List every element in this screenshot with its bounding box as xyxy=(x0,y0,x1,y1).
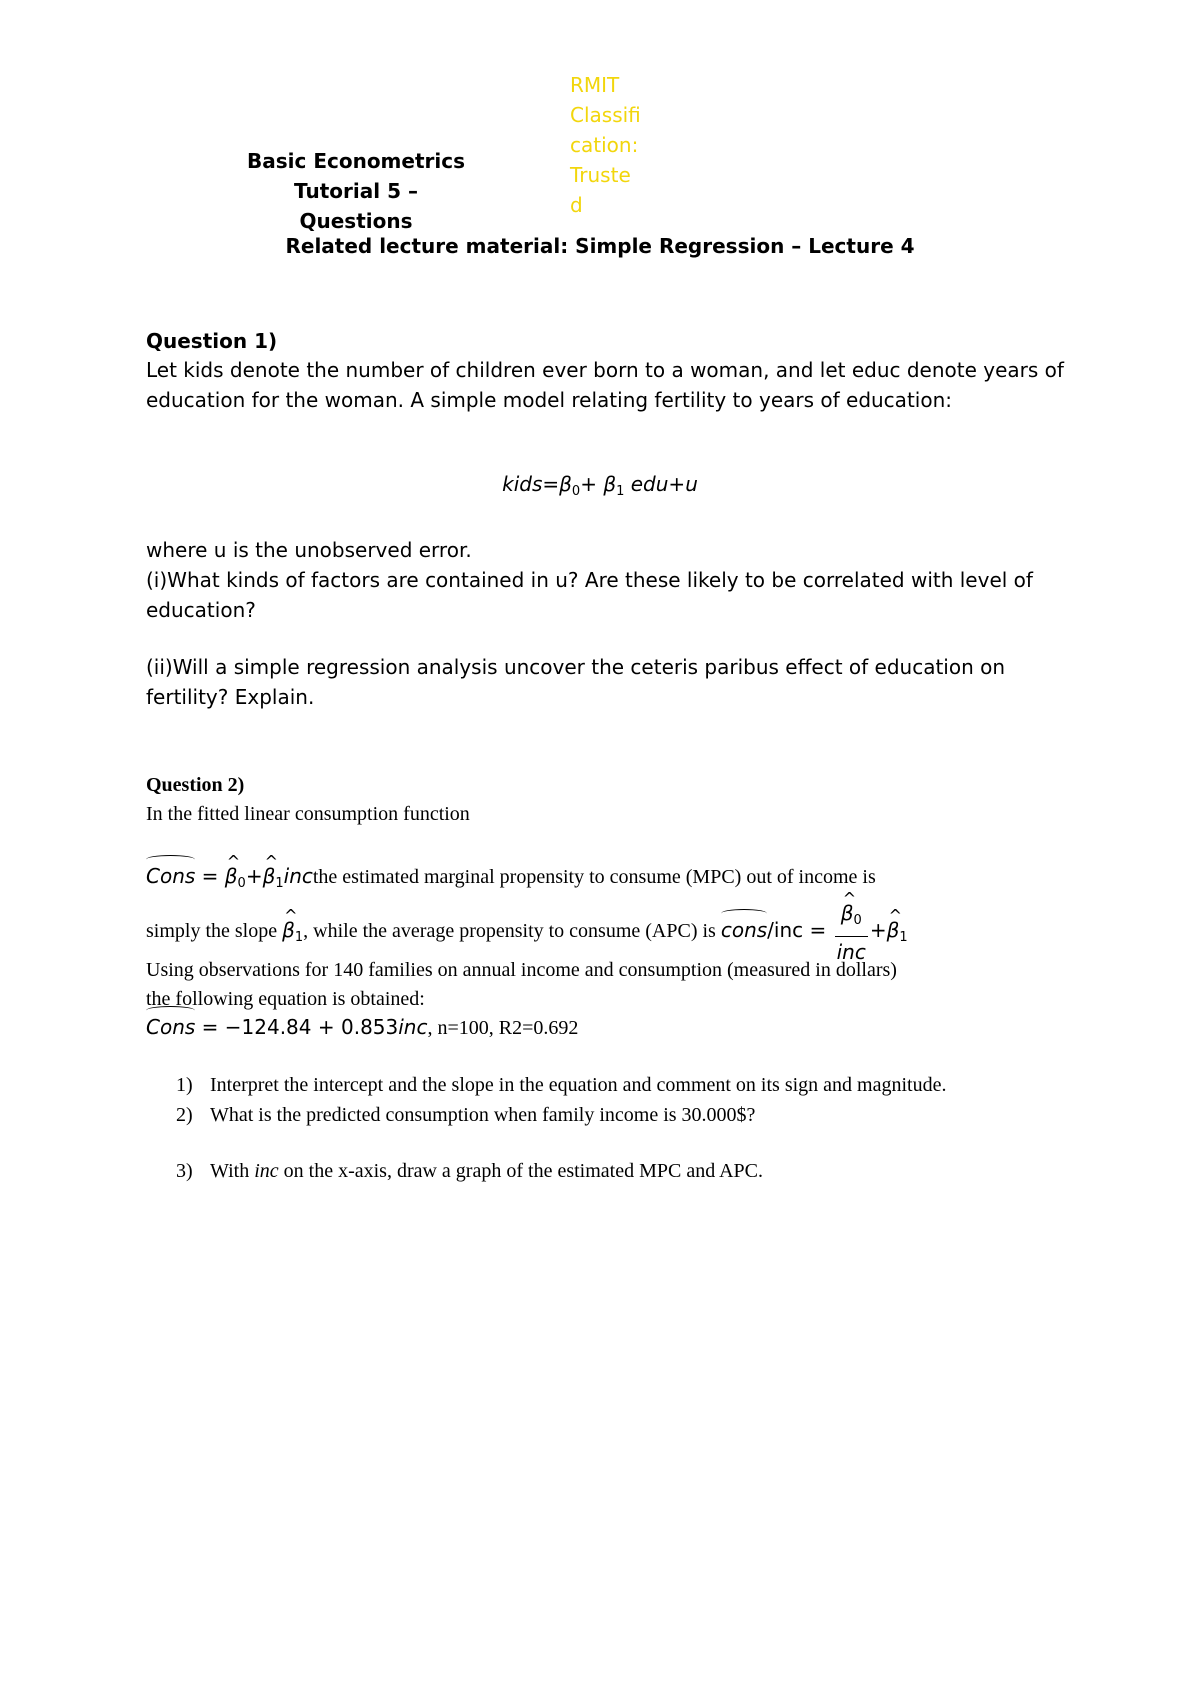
question-1-intro-line2: education for the woman. A simple model relating fertility to years of education: xyxy=(146,388,952,412)
list-item: 3) With inc on the x-axis, draw a graph of the estimated MPC and APC. xyxy=(176,1160,764,1182)
related-lecture-material: Related lecture material: Simple Regression – Lecture 4 xyxy=(285,234,915,258)
observations-line2: the following equation is obtained: xyxy=(146,988,425,1010)
question-1-part-ii: (ii)Will a simple regression analysis uncover the ceteris paribus effect of education on fertility? Explain. xyxy=(146,655,1006,709)
question-1-part-i: (i)What kinds of factors are contained in u? Are these likely to be correlated with level of education? xyxy=(146,568,1033,622)
question-2-items xyxy=(146,1070,1026,1186)
question-2-heading: Question 2) xyxy=(146,774,245,796)
kids-equation: $kids=\beta_0+ \beta_1$ edu+u xyxy=(502,472,698,499)
mpc-apc-line: simply the slope ^ $\beta_1$, while the average propensity to consume (APC) is cons/inc = ^ $\frac{\beta_0}{\text{inc}}$ +^ $\beta_1$ xyxy=(146,898,1096,967)
tutorial-title: Tutorial 5 – Questions xyxy=(294,179,418,233)
observations-line1: Using observations for 140 families on annual income and consumption (measured in dollars) xyxy=(146,959,897,981)
error-term-definition: where u is the unobserved error. xyxy=(146,538,472,562)
apc-fraction: ^ $\frac{\beta_0}{\text{inc}}$ xyxy=(835,898,868,967)
list-item: 2) What is the predicted consumption when family income is 30.000$? xyxy=(176,1104,756,1126)
fitted-equation: Cons = −124.84 + 0.853inc, n=100, R2=0.692 xyxy=(146,1012,1066,1043)
question-1-heading: Question 1) xyxy=(146,329,278,353)
course-title: Basic Econometrics xyxy=(247,149,465,173)
question-2-intro: In the fitted linear consumption function xyxy=(146,803,470,825)
consumption-function-line: Cons = ^ $\beta_0+\^{}$ $\beta_1incthe$ estimated marginal propensity to consume (MPC) out of income is xyxy=(146,861,1096,899)
question-1-intro-line1: Let kids denote the number of children ever born to a woman, and let educ denote years of xyxy=(146,358,1064,382)
classification-label: RMIT Classifi cation: Truste d xyxy=(570,73,641,217)
list-item: 1) Interpret the intercept and the slope in the equation and comment on its sign and magnitude. xyxy=(176,1074,947,1096)
